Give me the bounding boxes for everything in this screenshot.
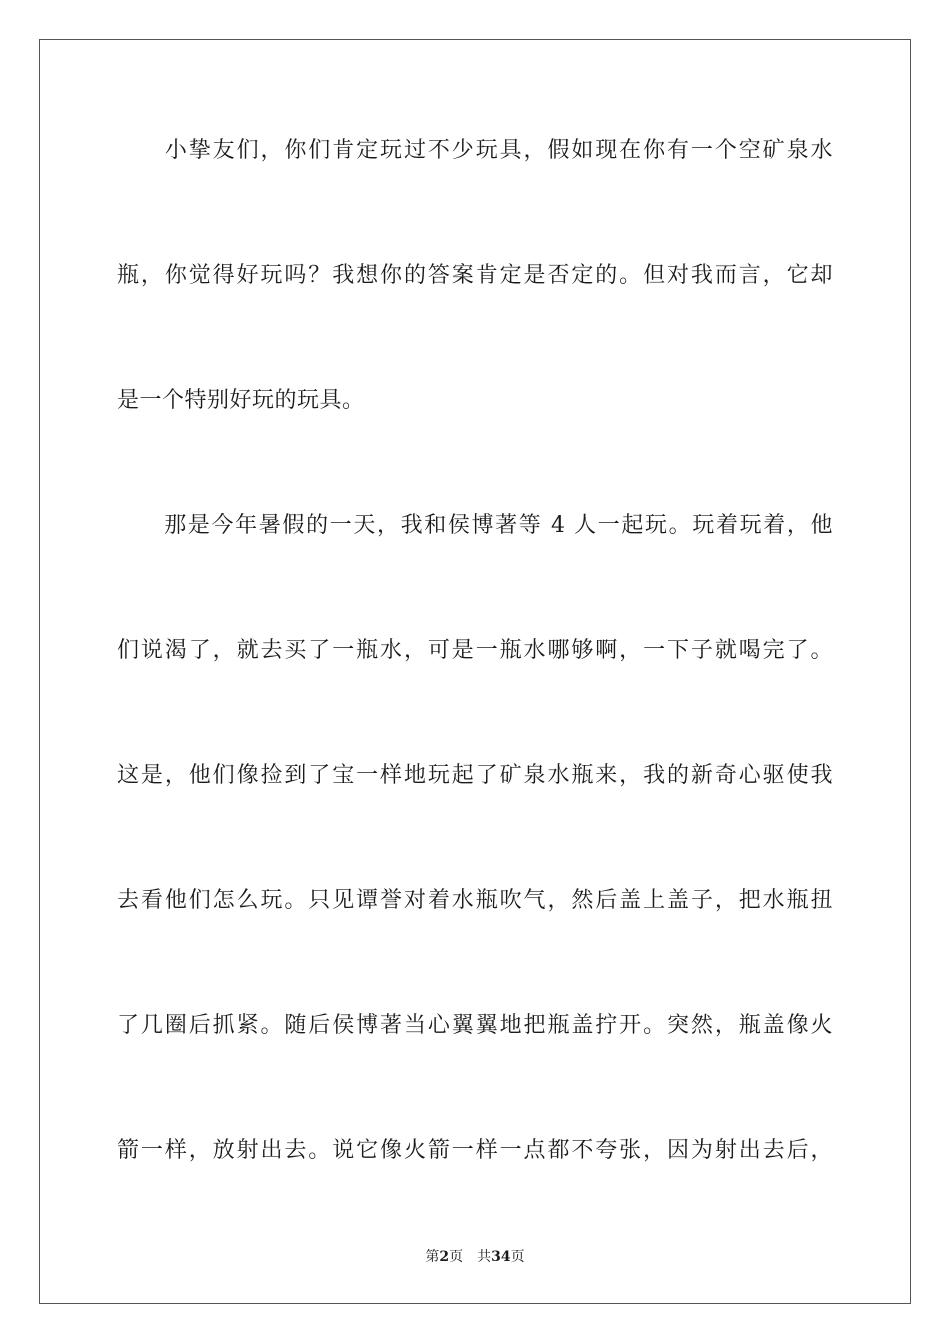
text-line-6: 这是，他们像捡到了宝一样地玩起了矿泉水瓶来，我的新奇心驱使我 bbox=[117, 763, 833, 788]
page-total: 34 bbox=[491, 1249, 511, 1265]
text-line-7: 去看他们怎么玩。只见谭誉对着水瓶吹气，然后盖上盖子，把水瓶扭 bbox=[117, 888, 833, 913]
text-line-3: 是一个特别好玩的玩具。 bbox=[117, 388, 365, 413]
text-line-9: 箭一样，放射出去。说它像火箭一样一点都不夸张，因为射出去后， bbox=[117, 1138, 833, 1163]
text-line-5: 们说渴了，就去买了一瓶水，可是一瓶水哪够啊，一下子就喝完了。 bbox=[117, 638, 833, 663]
total-prefix: 共 bbox=[477, 1249, 492, 1265]
page-border bbox=[39, 39, 911, 1304]
text-line-2: 瓶，你觉得好玩吗？我想你的答案肯定是否定的。但对我而言，它却 bbox=[117, 263, 833, 288]
text-line-1: 小挚友们，你们肯定玩过不少玩具，假如现在你有一个空矿泉水 bbox=[117, 138, 833, 163]
text-line-4: 那是今年暑假的一天，我和侯博著等 4 人一起玩。玩着玩着，他 bbox=[117, 513, 833, 538]
page-unit: 页 bbox=[449, 1249, 464, 1265]
page-current: 2 bbox=[439, 1249, 450, 1265]
text-line-8: 了几圈后抓紧。随后侯博著当心翼翼地把瓶盖拧开。突然，瓶盖像火 bbox=[117, 1013, 833, 1038]
total-unit: 页 bbox=[510, 1249, 525, 1265]
page-prefix: 第 bbox=[425, 1249, 440, 1265]
page-footer bbox=[0, 1248, 950, 1266]
